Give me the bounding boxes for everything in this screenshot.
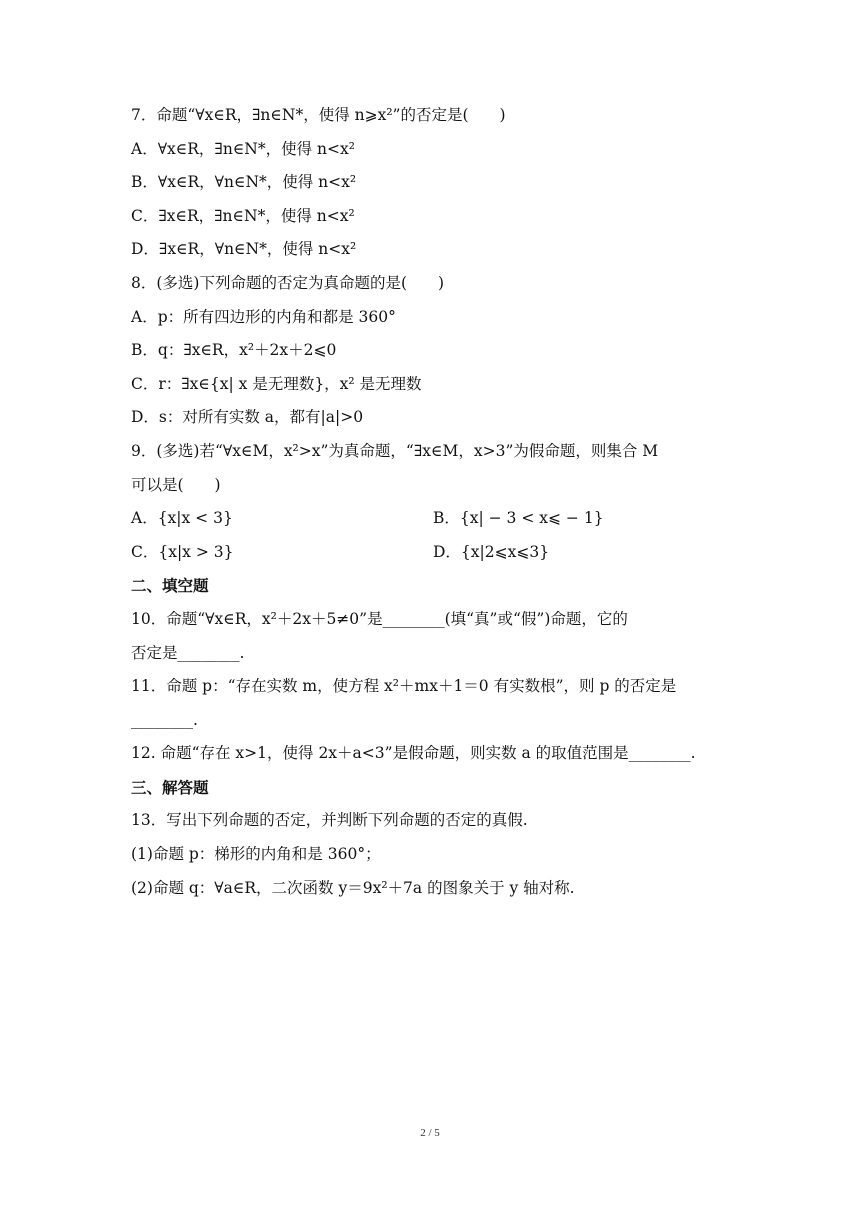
- q9-stem-line1: 9．(多选)若“∀x∈M，x²>x”为真命题，“∃x∈M，x>3”为假命题，则集合 M: [131, 441, 659, 460]
- q11-line2: ________.: [131, 710, 198, 729]
- q9-option-b: B．{x| − 3 < x⩽ − 1}: [433, 509, 604, 528]
- q9-stem-line2: 可以是( ): [131, 475, 221, 494]
- q9-option-a: A．{x|x < 3}: [131, 509, 233, 528]
- q10-line2: 否定是________.: [131, 643, 245, 662]
- section-heading-fill-in: 二、填空题: [131, 576, 209, 596]
- q7-option-a: A．∀x∈R，∃n∈N*，使得 n<x²: [131, 139, 355, 158]
- q8-option-b: B．q：∃x∈R，x²＋2x＋2⩽0: [131, 341, 337, 360]
- q9-option-c: C．{x|x > 3}: [131, 542, 234, 561]
- q8-stem: 8．(多选)下列命题的否定为真命题的是( ): [131, 273, 445, 292]
- q13-part1: (1)命题 p：梯形的内角和是 360°；: [131, 845, 381, 864]
- q10-line1: 10．命题“∀x∈R，x²＋2x＋5≠0”是________(填“真”或“假”)命题，它的: [131, 609, 628, 628]
- q12-line1: 12. 命题“存在 x>1，使得 2x＋a<3”是假命题，则实数 a 的取值范围是________.: [131, 744, 696, 763]
- q11-line1: 11．命题 p：“存在实数 m，使方程 x²＋mx＋1＝0 有实数根”，则 p 的否定是: [131, 677, 677, 696]
- q7-option-b: B．∀x∈R，∀n∈N*，使得 n<x²: [131, 173, 357, 192]
- question-list: [131, 99, 735, 905]
- q9-options-row1: [131, 502, 735, 536]
- q9-option-d: D．{x|2⩽x⩽3}: [433, 542, 550, 561]
- q8-option-a: A．p：所有四边形的内角和都是 360°: [131, 307, 396, 326]
- section-heading-answer: 三、解答题: [131, 777, 209, 797]
- q7-option-d: D．∃x∈R，∀n∈N*，使得 n<x²: [131, 240, 357, 259]
- q13-part2: (2)命题 q：∀a∈R，二次函数 y＝9x²＋7a 的图象关于 y 轴对称.: [131, 878, 575, 897]
- q8-option-c: C．r：∃x∈{x| x 是无理数}，x² 是无理数: [131, 374, 422, 393]
- page-number: 2 / 5: [420, 1127, 440, 1139]
- q13-stem: 13．写出下列命题的否定，并判断下列命题的否定的真假.: [131, 811, 528, 830]
- q7-option-c: C．∃x∈R，∃n∈N*，使得 n<x²: [131, 206, 355, 225]
- q7-stem: 7．命题“∀x∈R，∃n∈N*，使得 n⩾x²”的否定是( ): [131, 106, 506, 124]
- q9-options-row2: [131, 536, 735, 570]
- q8-option-d: D．s：对所有实数 a，都有|a|>0: [131, 408, 364, 427]
